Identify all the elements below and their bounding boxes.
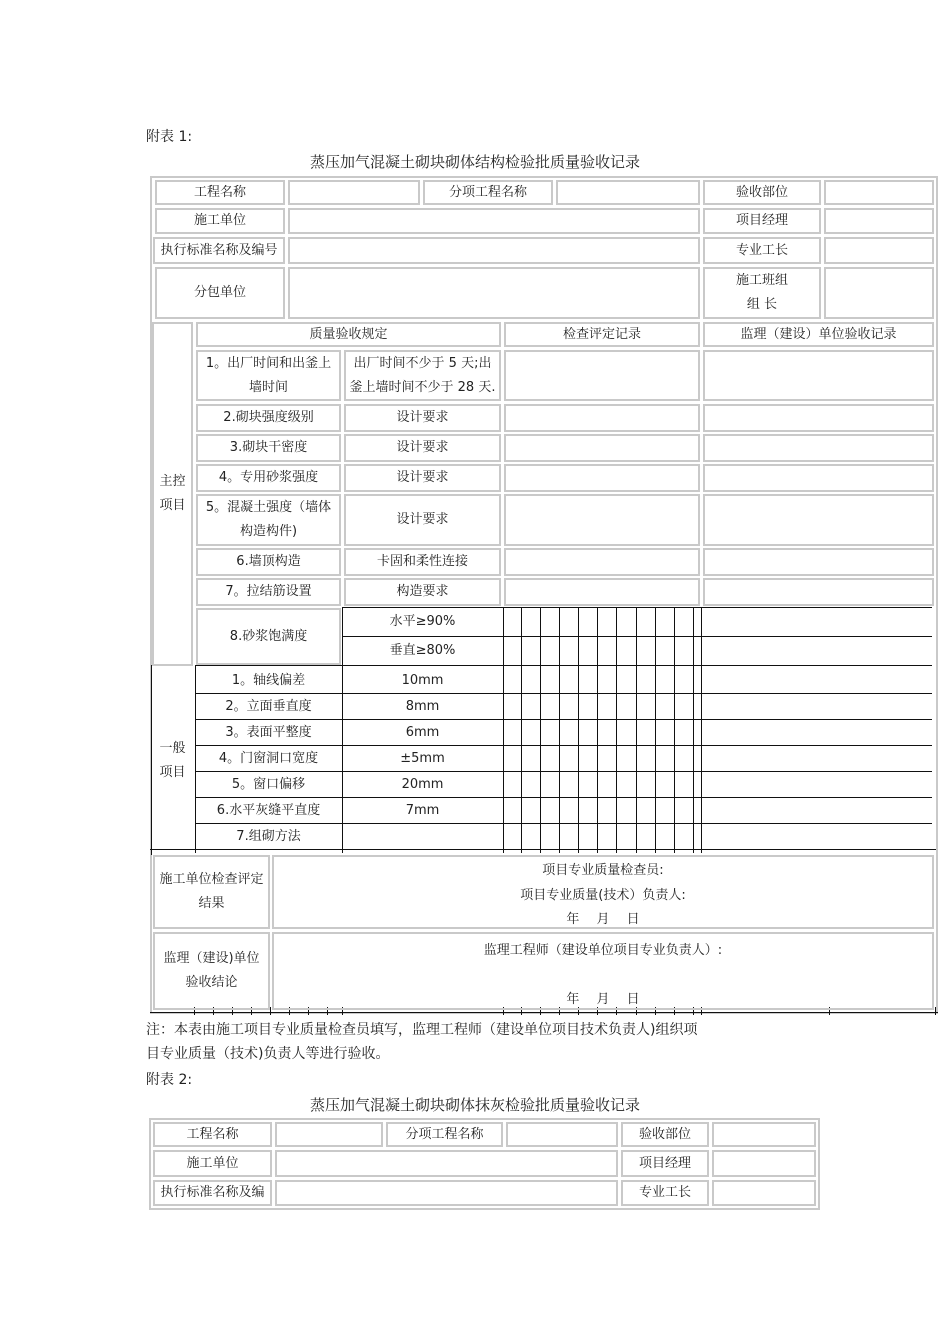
grid-vline — [597, 607, 598, 853]
general-group: 一般项目 — [159, 740, 186, 780]
general-item-1-req: 10mm — [401, 673, 444, 688]
mortar-vertical-req: 垂直≥80% — [389, 643, 456, 658]
quality-spec-header: 质量验收规定 — [196, 322, 501, 347]
general-item-7-req — [344, 824, 501, 850]
grid-vline — [674, 607, 675, 853]
t2-standard-name-value — [275, 1180, 618, 1206]
main-item-2-req: 设计要求 — [344, 404, 501, 432]
acceptance-part-value — [824, 180, 934, 205]
main-item-7-supervision — [703, 578, 934, 606]
grid-vline — [521, 607, 522, 853]
t2-project-manager-value — [712, 1150, 816, 1177]
grid-hline — [195, 665, 932, 666]
grid-hline — [195, 797, 932, 798]
standard-name-value — [288, 237, 700, 264]
main-item-2-name: 2.砌块强度级别 — [196, 404, 341, 432]
main-item-7-record — [504, 578, 700, 606]
subcontractor-value — [288, 267, 700, 319]
main-item-1-name: 1。出厂时间和出釜上墙时间 — [196, 350, 341, 401]
supervisor-signature-label: 监理工程师（建设单位项目专业负责人）: — [483, 943, 723, 958]
main-item-5-supervision — [703, 494, 934, 546]
main-item-3-supervision — [703, 434, 934, 462]
note-line-2: 目专业质量（技术)负责人等进行验收。 — [146, 1046, 390, 1062]
general-item-7-name: 7.组砌方法 — [236, 829, 301, 844]
main-item-4-name: 4。专用砂浆强度 — [196, 464, 341, 492]
t2-acceptance-part-label: 验收部位 — [621, 1122, 709, 1147]
t2-project-manager-label: 项目经理 — [621, 1150, 709, 1177]
grid-hline — [195, 719, 932, 720]
main-item-4-req: 设计要求 — [344, 464, 501, 492]
mortar-horizontal-req: 水平≥90% — [389, 614, 456, 629]
construction-result-date: 年 月 日 — [566, 912, 640, 927]
supervision-conclusion-label: 监理（建设)单位验收结论 — [153, 932, 270, 1010]
grid-hline — [342, 636, 932, 637]
main-item-2-record — [504, 404, 700, 432]
main-item-1-record — [504, 350, 700, 401]
main-item-4-record — [504, 464, 700, 492]
acceptance-part-label: 验收部位 — [703, 180, 821, 205]
main-item-4-supervision — [703, 464, 934, 492]
mortar-item-name: 8.砂浆饱满度 — [196, 608, 341, 665]
grid-vline — [693, 607, 694, 853]
grid-vline — [935, 1007, 936, 1015]
main-item-6-supervision — [703, 548, 934, 576]
general-item-6-name: 6.水平灰缝平直度 — [216, 803, 321, 818]
grid-vline — [195, 665, 196, 853]
grid-hline — [150, 1012, 938, 1013]
t2-project-name-label: 工程名称 — [153, 1122, 272, 1147]
technical-head-signature-label: 项目专业质量(技术）负责人: — [520, 888, 686, 903]
inspector-signature-label: 项目专业质量检查员: — [542, 863, 664, 878]
construction-unit-value — [288, 208, 700, 234]
t2-professional-foreman-label: 专业工长 — [621, 1180, 709, 1206]
note-line-1: 注：本表由施工项目专业质量检查员填写，监理工程师（建设单位项目技术负责人)组织项 — [146, 1022, 698, 1038]
main-item-2-supervision — [703, 404, 934, 432]
appendix-2-title: 蒸压加气混凝土砌块砌体抹灰检验批质量验收记录 — [309, 1096, 640, 1114]
supervision-date: 年 月 日 — [566, 992, 640, 1007]
grid-hline — [342, 607, 932, 608]
main-item-6-req: 卡固和柔性连接 — [344, 548, 501, 576]
general-item-1-name: 1。轴线偏差 — [231, 673, 306, 688]
standard-name-label: 执行标准名称及编号 — [153, 237, 285, 264]
general-item-4-req: ±5mm — [400, 751, 445, 766]
grid-hline — [195, 693, 932, 694]
grid-vline — [270, 1007, 271, 1015]
grid-vline — [616, 607, 617, 853]
appendix-1-label: 附表 1: — [146, 129, 193, 145]
main-item-5-record — [504, 494, 700, 546]
main-item-5-req: 设计要求 — [344, 494, 501, 546]
grid-vline — [636, 607, 637, 853]
general-item-3-name: 3。表面平整度 — [225, 725, 312, 740]
t2-project-name-value — [275, 1122, 383, 1147]
t2-construction-unit-label: 施工单位 — [153, 1150, 272, 1177]
t2-sub-project-name-label: 分项工程名称 — [386, 1122, 503, 1147]
general-item-4-name: 4。门窗洞口宽度 — [218, 751, 319, 766]
inspection-record-header: 检查评定记录 — [504, 322, 700, 347]
project-name-label: 工程名称 — [155, 180, 285, 205]
t2-standard-name-label: 执行标准名称及编 — [153, 1180, 272, 1206]
main-item-7-req: 构造要求 — [344, 578, 501, 606]
professional-foreman-value — [824, 237, 934, 264]
subcontractor-label: 分包单位 — [155, 267, 285, 319]
grid-vline — [655, 607, 656, 853]
grid-vline — [342, 607, 343, 853]
grid-hline — [195, 771, 932, 772]
general-item-5-req: 20mm — [401, 777, 444, 792]
general-item-2-req: 8mm — [405, 699, 440, 714]
team-leader-line-1: 施工班组 — [735, 273, 788, 288]
professional-foreman-label: 专业工长 — [703, 237, 821, 264]
t2-acceptance-part-value — [712, 1122, 816, 1147]
main-item-1-req: 出厂时间不少于 5 天;出釜上墙时间不少于 28 天. — [344, 350, 501, 401]
grid-vline — [503, 607, 504, 853]
t2-construction-unit-value — [275, 1150, 618, 1177]
grid-vline — [578, 607, 579, 853]
construction-unit-label: 施工单位 — [155, 208, 285, 234]
main-item-3-req: 设计要求 — [344, 434, 501, 462]
main-control-group: 主控项目 — [152, 322, 193, 666]
project-manager-label: 项目经理 — [703, 208, 821, 234]
t2-professional-foreman-value — [712, 1180, 816, 1206]
team-leader-value — [824, 267, 934, 319]
grid-vline — [559, 607, 560, 853]
main-item-6-record — [504, 548, 700, 576]
general-item-2-name: 2。立面垂直度 — [225, 699, 312, 714]
grid-vline — [151, 665, 152, 855]
general-item-3-req: 6mm — [405, 725, 440, 740]
supervision-record-header: 监理（建设）单位验收记录 — [703, 322, 934, 347]
sub-project-name-label: 分项工程名称 — [423, 180, 553, 205]
appendix-1-title: 蒸压加气混凝土砌块砌体结构检验批质量验收记录 — [309, 153, 640, 171]
main-item-6-name: 6.墙顶构造 — [196, 548, 341, 576]
team-leader-line-2: 组 长 — [746, 297, 778, 312]
grid-vline — [540, 607, 541, 853]
grid-vline — [701, 607, 702, 853]
t2-sub-project-name-value — [506, 1122, 618, 1147]
project-name-value — [288, 180, 420, 205]
main-item-1-supervision — [703, 350, 934, 401]
general-item-6-req: 7mm — [405, 803, 440, 818]
team-leader-label — [703, 267, 821, 319]
main-item-3-record — [504, 434, 700, 462]
appendix-2-label: 附表 2: — [146, 1072, 193, 1088]
main-item-5-name: 5。混凝土强度（墙体构造构件) — [196, 494, 341, 546]
grid-hline — [150, 849, 936, 850]
construction-result-label: 施工单位检查评定结果 — [153, 855, 270, 929]
main-item-3-name: 3.砌块干密度 — [196, 434, 341, 462]
general-item-5-name: 5。窗口偏移 — [231, 777, 306, 792]
sub-project-name-value — [556, 180, 700, 205]
grid-hline — [195, 823, 932, 824]
project-manager-value — [824, 208, 934, 234]
grid-hline — [195, 745, 932, 746]
main-item-7-name: 7。拉结筋设置 — [196, 578, 341, 606]
